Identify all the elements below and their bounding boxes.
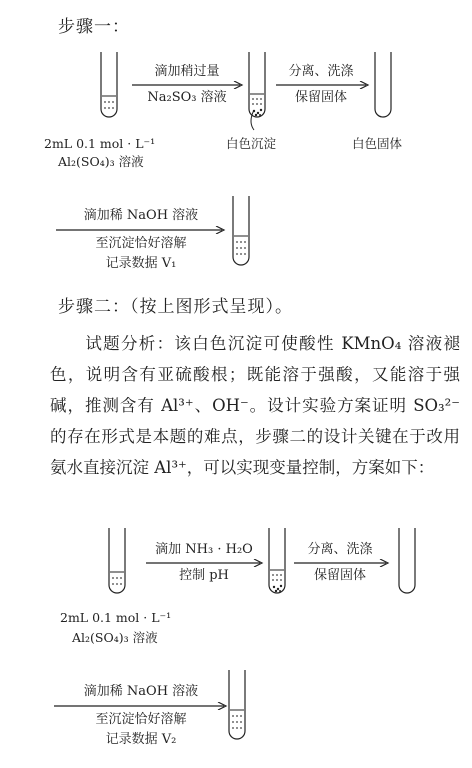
analysis-paragraph <box>50 328 460 483</box>
solid-label: 白色固体 <box>352 136 403 151</box>
naoh2-arrow-top-label: 滴加稀 NaOH 溶液 <box>83 684 199 699</box>
scheme2-arrow2-top-label: 分离、洗涤 <box>307 542 373 557</box>
reagent-line1: 2mL 0.1 mol · L⁻¹ <box>44 136 156 151</box>
naoh2-arrow-mid-label: 至沉淀恰好溶解 <box>95 712 187 727</box>
arrow1-top-label: 滴加稍过量 <box>154 64 220 79</box>
reaction-arrow-icon <box>56 226 228 234</box>
test-tube-precipitate-icon <box>268 528 286 594</box>
analysis-label: 试题分析： <box>84 334 175 353</box>
test-tube-empty-icon <box>398 528 416 594</box>
naoh1-arrow-mid-label: 至沉淀恰好溶解 <box>95 236 187 251</box>
naoh1-arrow-top-label: 滴加稀 NaOH 溶液 <box>83 208 199 223</box>
test-tube-solution-icon <box>108 528 126 594</box>
test-tube-precipitate-icon <box>248 52 266 118</box>
reaction-arrow-icon <box>294 559 390 567</box>
analysis-text: 该白色沉淀可使酸性 KMnO₄ 溶液褪色，说明含有亚硫酸根；既能溶于强酸，又能溶于强碱，推测含有 Al³⁺、OH⁻。设计实验方案证明 SO₃²⁻ 的存在形式是本题的难点，步骤二的设计关键在于改用氨水直接沉淀 Al³⁺，可以实现变量控制，方案如下： <box>50 334 461 477</box>
reaction-arrow-icon <box>146 559 264 567</box>
step2-heading: 步骤二：（按上图形式呈现）。 <box>58 297 293 317</box>
naoh1-arrow-bottom-label: 记录数据 V₁ <box>105 256 177 271</box>
naoh2-arrow-bottom-label: 记录数据 V₂ <box>105 732 177 747</box>
scheme2-reagent-line1: 2mL 0.1 mol · L⁻¹ <box>60 610 172 625</box>
pointer-line-icon <box>242 110 272 132</box>
test-tube-solution-icon <box>228 670 246 740</box>
test-tube-solution-icon <box>232 196 250 266</box>
step1-heading: 步骤一： <box>58 17 130 37</box>
test-tube-solution-icon <box>100 52 118 118</box>
test-tube-empty-icon <box>374 52 392 118</box>
scheme2-arrow1-bottom-label: 控制 pH <box>179 568 229 583</box>
arrow2-top-label: 分离、洗涤 <box>288 64 354 79</box>
reaction-arrow-icon <box>132 81 244 89</box>
reaction-arrow-icon <box>276 81 370 89</box>
arrow2-bottom-label: 保留固体 <box>294 90 347 105</box>
scheme2-reagent-line2: Al₂(SO₄)₃ 溶液 <box>72 630 158 645</box>
scheme2-arrow1-top-label: 滴加 NH₃ · H₂O <box>155 542 253 557</box>
arrow1-bottom-label: Na₂SO₃ 溶液 <box>147 90 227 105</box>
reagent-line2: Al₂(SO₄)₃ 溶液 <box>58 154 144 169</box>
reaction-arrow-icon <box>54 702 230 710</box>
scheme2-arrow2-bottom-label: 保留固体 <box>313 568 366 583</box>
precipitate-label: 白色沉淀 <box>226 136 277 151</box>
